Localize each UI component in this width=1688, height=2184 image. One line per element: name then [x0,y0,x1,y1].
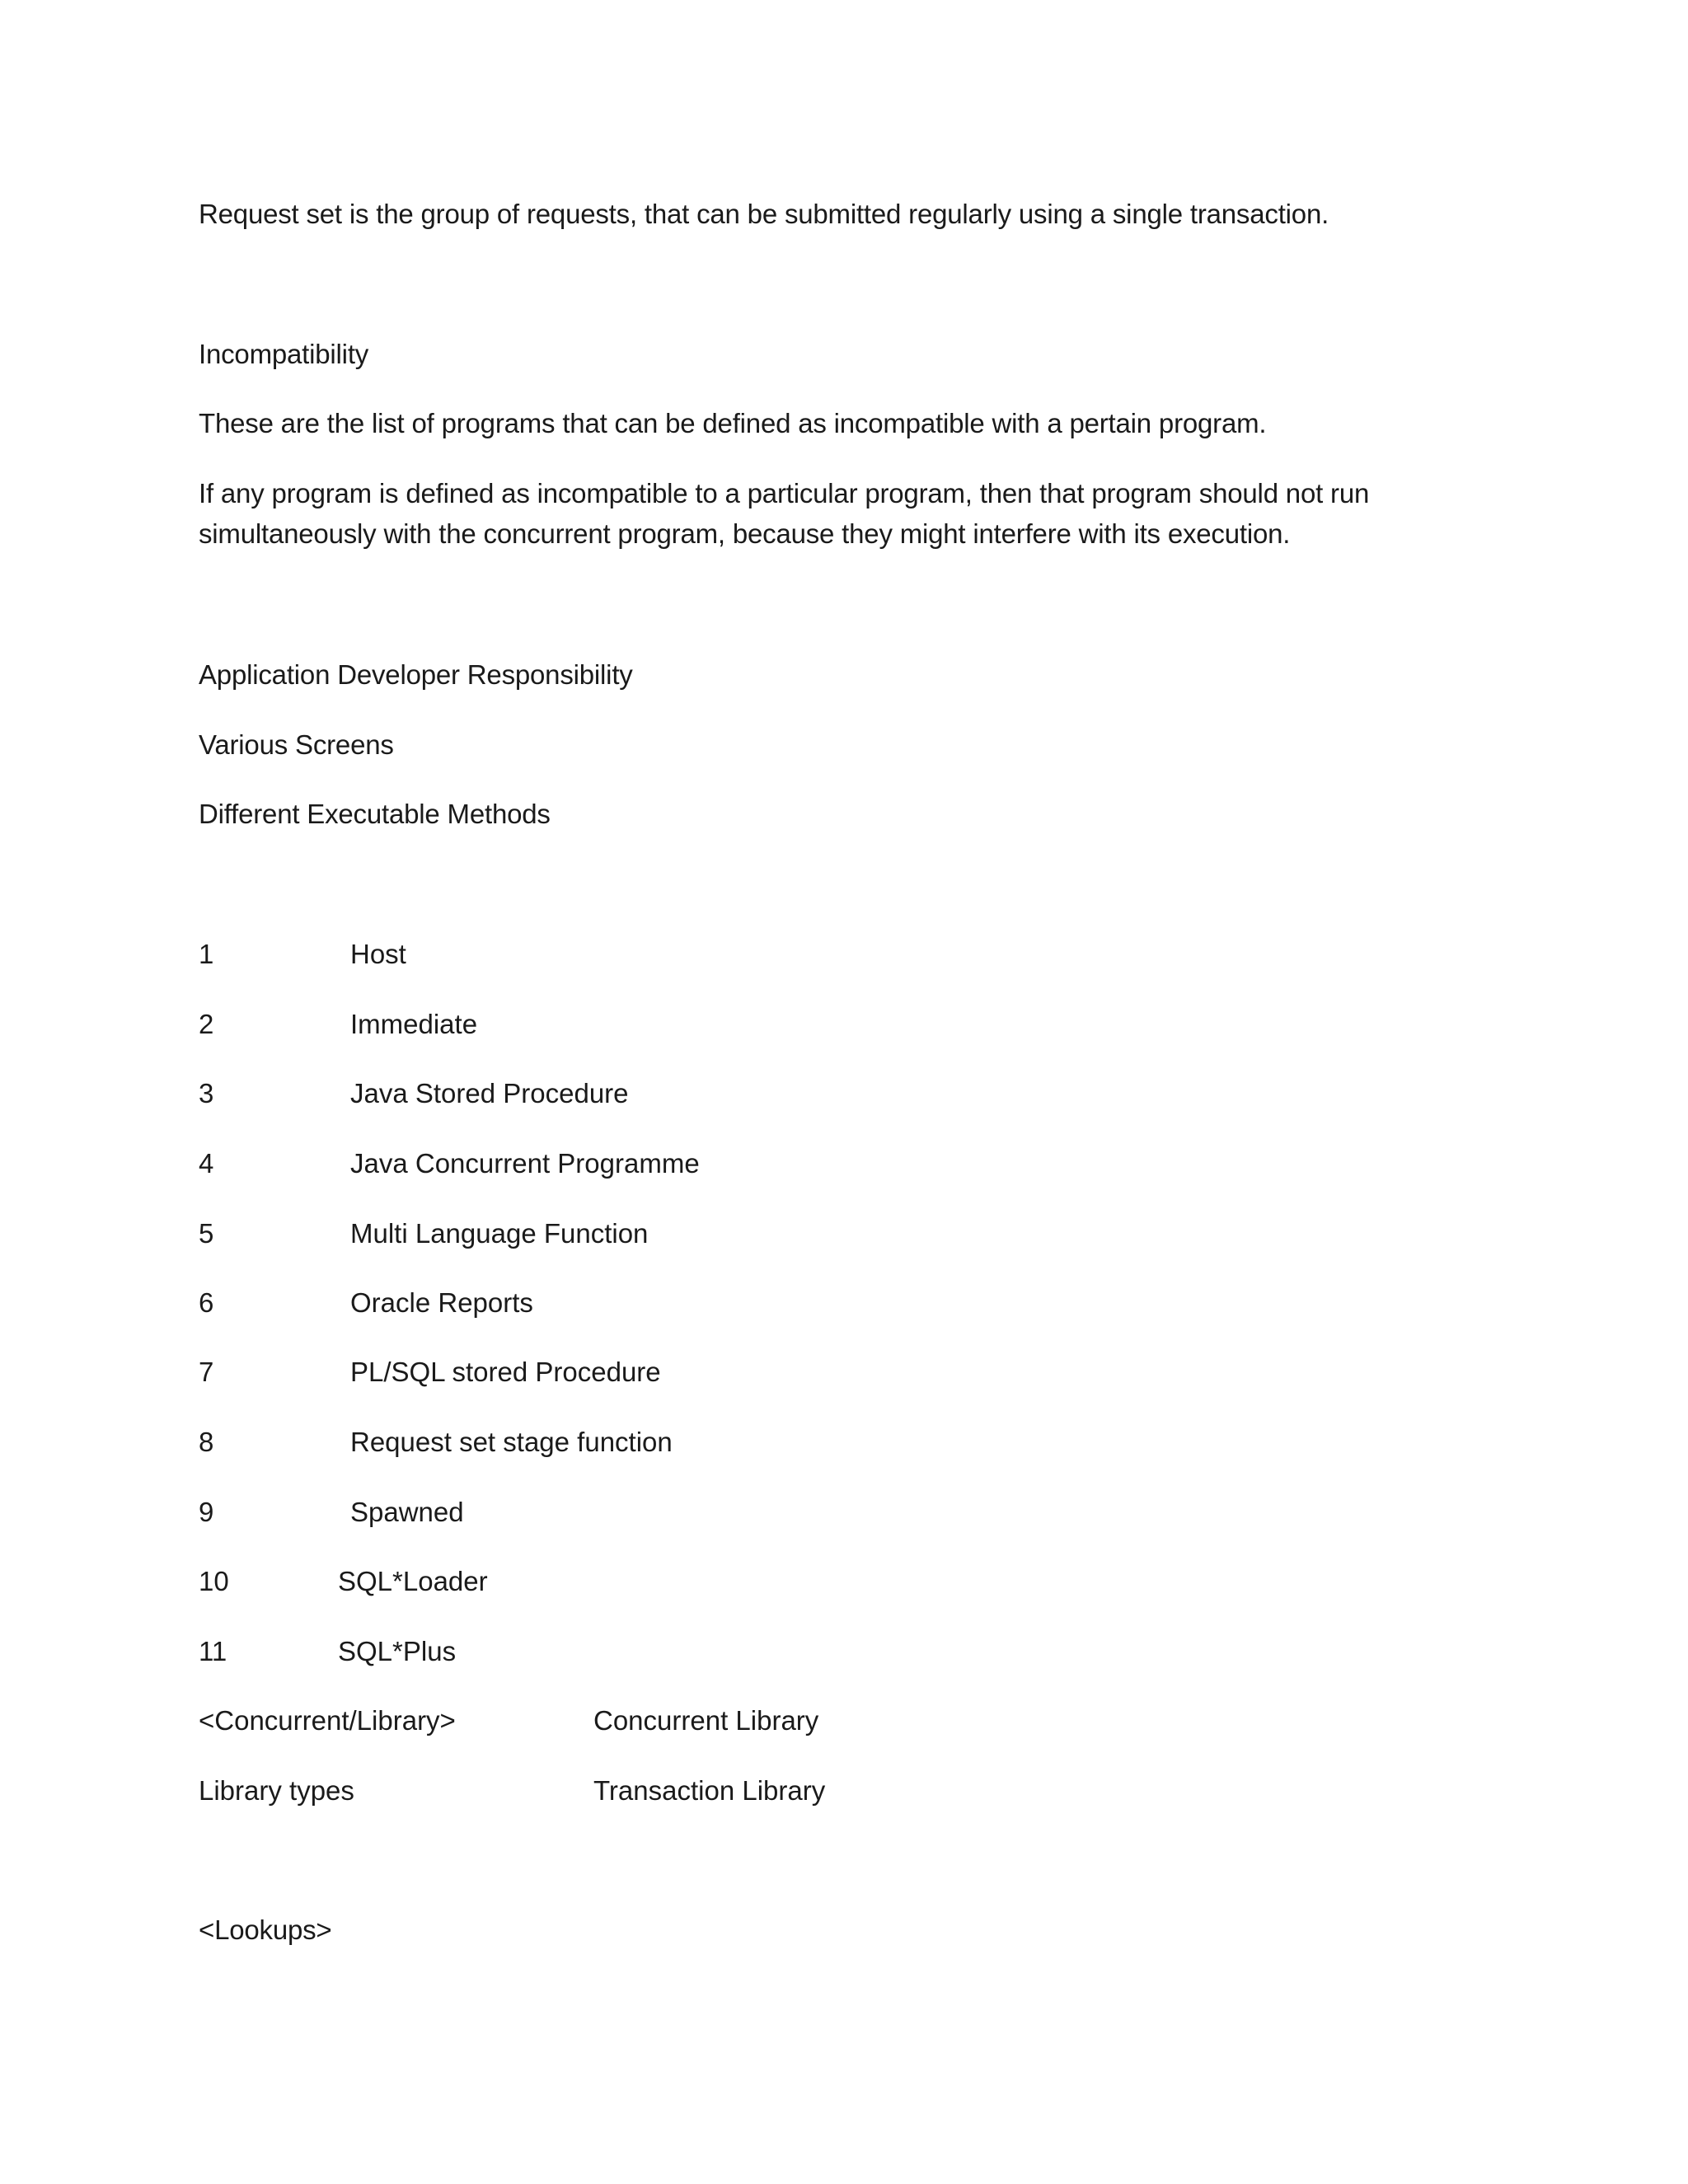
method-number: 6 [199,1287,214,1318]
method-label: SQL*Plus [338,1636,457,1666]
method-number: 7 [199,1357,214,1387]
concurrent-library-label: <Concurrent/Library> [199,1705,456,1736]
incompatibility-definition: These are the list of programs that can be defined as incompatible with a pertain program. [199,408,1267,438]
lookups-heading: <Lookups> [199,1915,332,1945]
method-number: 4 [199,1148,214,1179]
method-number: 2 [199,1009,214,1039]
method-label: SQL*Loader [338,1566,488,1596]
concurrent-library-value: Concurrent Library [593,1705,819,1736]
method-number: 1 [199,939,214,969]
method-label: Oracle Reports [350,1287,533,1318]
method-number: 8 [199,1427,214,1457]
library-types-label: Library types [199,1775,354,1806]
method-label: Java Stored Procedure [350,1078,629,1108]
method-number: 5 [199,1218,214,1249]
method-number: 11 [199,1636,227,1666]
method-number: 3 [199,1078,214,1108]
methods-heading: Different Executable Methods [199,799,551,829]
incompatibility-explanation-line1: If any program is defined as incompatible to a particular program, then that program should not run [199,478,1370,509]
intro-text: Request set is the group of requests, that can be submitted regularly using a single transaction. [199,199,1329,229]
app-dev-heading: Application Developer Responsibility [199,659,633,690]
method-label: Multi Language Function [350,1218,649,1249]
method-label: Spawned [350,1497,464,1527]
transaction-library-value: Transaction Library [593,1775,826,1806]
incompatibility-heading: Incompatibility [199,339,369,369]
method-label: Immediate [350,1009,478,1039]
method-number: 10 [199,1566,229,1596]
method-label: Java Concurrent Programme [350,1148,700,1179]
method-label: PL/SQL stored Procedure [350,1357,661,1387]
method-number: 9 [199,1497,214,1527]
method-label: Host [350,939,406,969]
screens-heading: Various Screens [199,729,394,760]
incompatibility-explanation-line2: simultaneously with the concurrent program, because they might interfere with its execution. [199,518,1291,549]
method-label: Request set stage function [350,1427,673,1457]
